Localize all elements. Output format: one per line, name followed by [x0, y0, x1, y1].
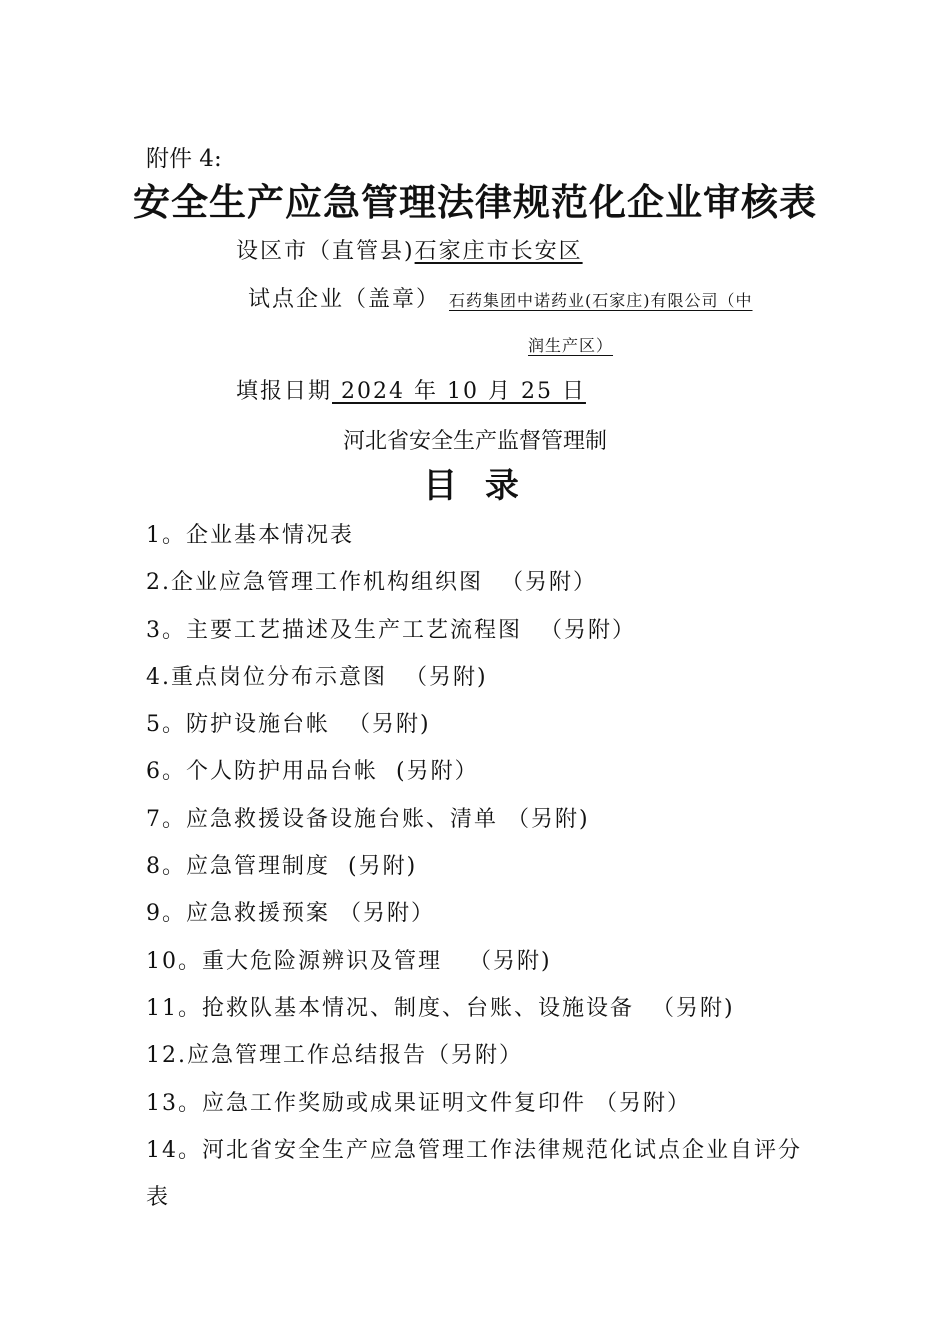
- district-label: 设区市（直管县): [236, 239, 415, 264]
- issuer: 河北省安全生产监督管理制: [342, 429, 607, 454]
- toc-list: [146, 512, 816, 1221]
- date-value: 2024 年 10 月 25 日: [332, 379, 586, 404]
- date-label: 填报日期: [236, 379, 333, 404]
- toc-item: 13。应急工作奖励或成果证明文件复印件 （另附）: [146, 1090, 691, 1116]
- toc-item: 9。应急救援预案 （另附）: [146, 901, 435, 927]
- toc-item: 4.重点岗位分布示意图 （另附): [146, 664, 488, 690]
- district-line: [236, 234, 583, 265]
- company-value-continued: 润生产区）: [528, 336, 614, 355]
- toc-item: 2.企业应急管理工作机构组织图 （另附）: [146, 570, 597, 596]
- toc-item: 11。抢救队基本情况、制度、台账、设施设备 （另附): [146, 995, 735, 1021]
- attachment-label: 附件 4:: [146, 146, 222, 172]
- toc-item: 3。主要工艺描述及生产工艺流程图 （另附）: [146, 617, 636, 643]
- toc-item: 5。防护设施台帐 （另附): [146, 712, 431, 738]
- toc-title: 目 录: [423, 466, 527, 506]
- toc-item: 8。应急管理制度 (另附): [146, 854, 418, 880]
- company-value: 石药集团中诺药业(石家庄)有限公司（中: [449, 291, 753, 310]
- toc-item: 14。河北省安全生产应急管理工作法律规范化试点企业自评分表: [146, 1137, 802, 1210]
- toc-item: 7。应急救援设备设施台账、清单 （另附): [146, 806, 590, 832]
- toc-item: 10。重大危险源辨识及管理 （另附): [146, 948, 552, 974]
- district-value: 石家庄市长安区: [414, 239, 583, 264]
- toc-item: 1。企业基本情况表: [146, 523, 354, 548]
- toc-item: 12.应急管理工作总结报告（另附）: [146, 1043, 523, 1069]
- company-label: 试点企业（盖章）: [248, 287, 441, 312]
- toc-item: 6。个人防护用品台帐 (另附）: [146, 759, 479, 785]
- document-title: 安全生产应急管理法律规范化企业审核表: [133, 180, 817, 224]
- company-line: [248, 282, 753, 313]
- date-line: [236, 374, 586, 405]
